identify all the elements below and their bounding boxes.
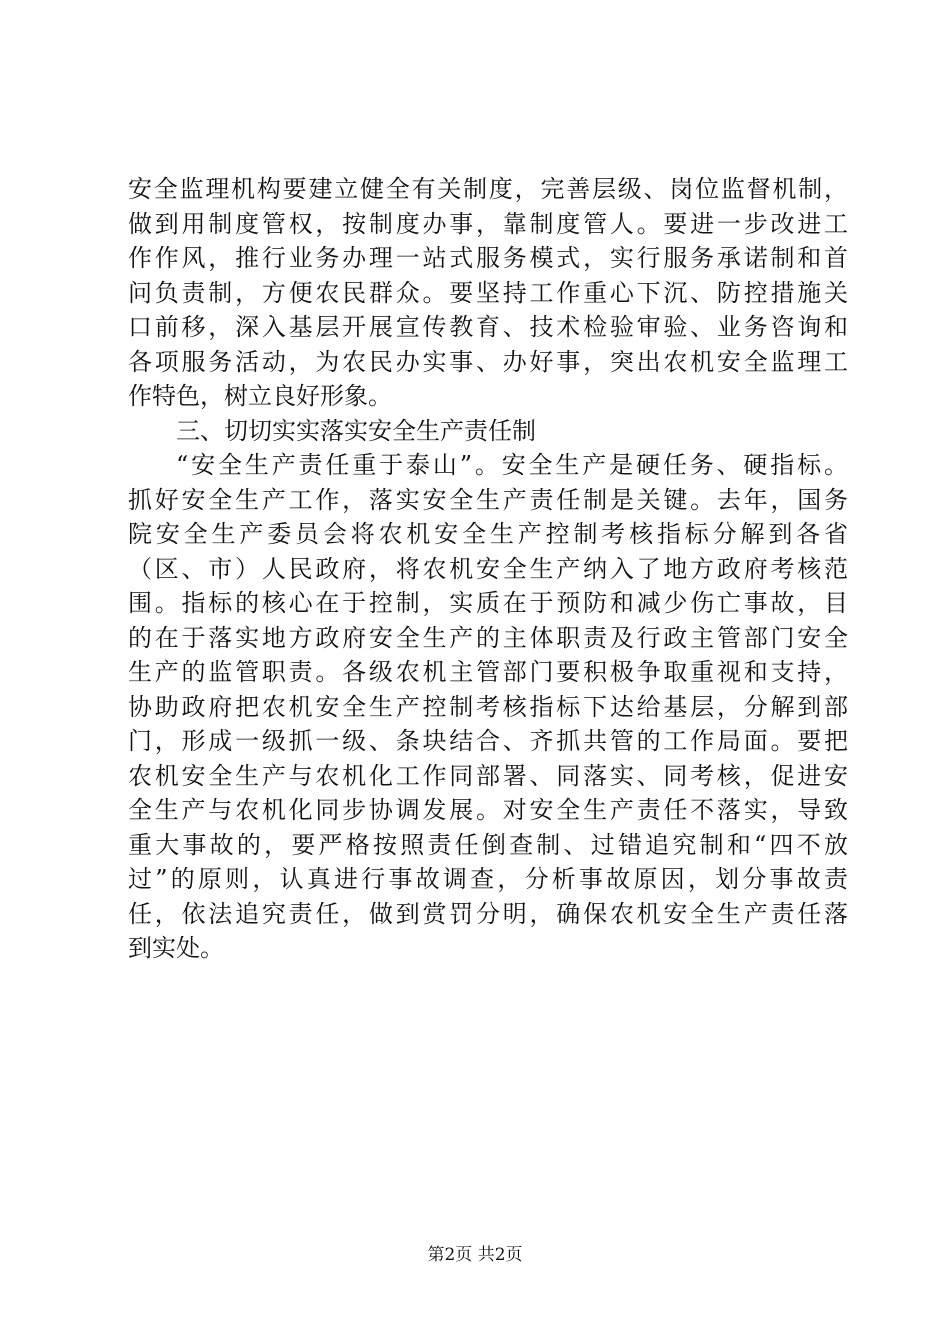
text-line: （区、市）人民政府，将农机安全生产纳入了地方政府考核范	[128, 554, 848, 583]
page-footer: 第2页 共2页	[427, 1245, 523, 1265]
text-line: 重大事故的，要严格按照责任倒查制、过错追究制和“四不放	[128, 830, 848, 859]
text-line: 作特色，树立良好形象。	[128, 382, 392, 410]
text-line: 的在于落实地方政府安全生产的主体职责及行政主管部门安全	[128, 623, 848, 652]
text-line: 各项服务活动，为农民办实事、办好事，突出农机安全监理工	[128, 347, 848, 376]
text-line: 围。指标的核心在于控制，实质在于预防和减少伤亡事故，目	[128, 589, 848, 617]
document-body	[128, 172, 848, 966]
text-line: 生产的监管职责。各级农机主管部门要积极争取重视和支持，	[128, 658, 848, 686]
text-line: 做到用制度管权，按制度办事，靠制度管人。要进一步改进工	[128, 209, 848, 238]
text-line: “安全生产责任重于泰山”。安全生产是硬任务、硬指标。	[176, 451, 848, 479]
text-line: 口前移，深入基层开展宣传教育、技术检验审验、业务咨询和	[128, 313, 848, 341]
text-line: 作作风，推行业务办理一站式服务模式，实行服务承诺制和首	[128, 244, 848, 272]
text-line: 过”的原则，认真进行事故调查，分析事故原因，划分事故责	[128, 865, 848, 893]
text-line: 院安全生产委员会将农机安全生产控制考核指标分解到各省	[128, 520, 848, 548]
text-line: 农机安全生产与农机化工作同部署、同落实、同考核，促进安	[128, 761, 848, 790]
text-line: 全生产与农机化同步协调发展。对安全生产责任不落实，导致	[128, 796, 848, 824]
section-heading: 三、切切实实落实安全生产责任制	[176, 416, 536, 445]
text-line: 抓好安全生产工作，落实安全生产责任制是关键。去年，国务	[128, 485, 848, 514]
text-line: 到实处。	[128, 934, 224, 962]
text-line: 协助政府把农机安全生产控制考核指标下达给基层，分解到部	[128, 692, 848, 721]
text-line: 问负责制，方便农民群众。要坚持工作重心下沉、防控措施关	[128, 278, 848, 307]
text-line: 任，依法追究责任，做到赏罚分明，确保农机安全生产责任落	[128, 899, 848, 928]
text-line: 门，形成一级抓一级、条块结合、齐抓共管的工作局面。要把	[128, 727, 848, 755]
text-line: 安全监理机构要建立健全有关制度，完善层级、岗位监督机制，	[128, 175, 848, 203]
